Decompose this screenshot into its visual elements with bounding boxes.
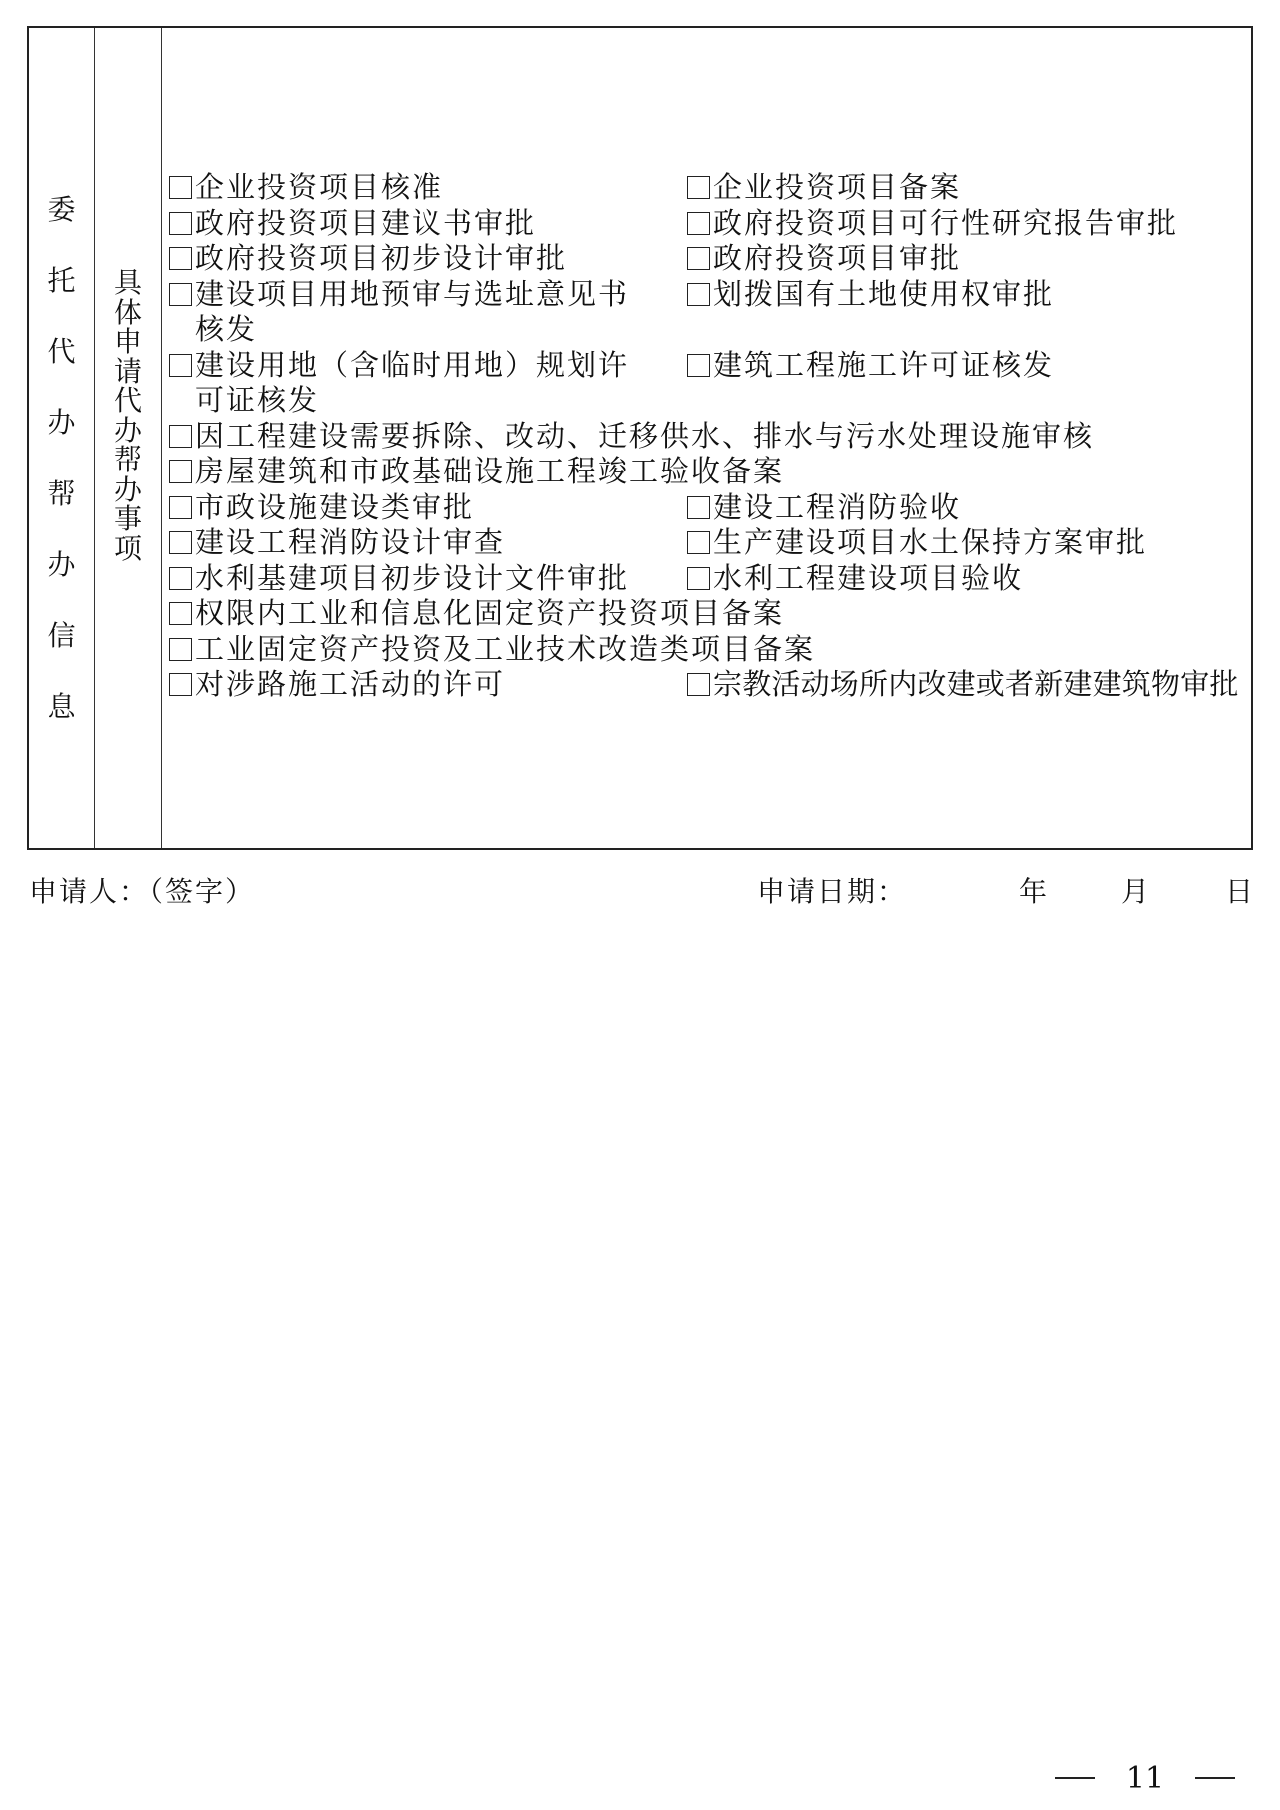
item-label: 工业固定资产投资及工业技术改造类项目备案 xyxy=(195,631,816,666)
item-label: 水利工程建设项目验收 xyxy=(713,560,1024,595)
checkbox[interactable] xyxy=(169,673,192,696)
item-road-construction-permit xyxy=(169,667,687,703)
subject-label-char: 具 xyxy=(113,266,142,299)
checkbox[interactable] xyxy=(169,531,192,554)
column-divider xyxy=(94,28,95,848)
category-label-char: 代 xyxy=(47,335,76,368)
item-label: 建设用地（含临时用地）规划许可证核发 xyxy=(195,347,630,417)
page-number xyxy=(1055,1758,1235,1798)
day-label: 日 xyxy=(1225,875,1256,908)
checkbox[interactable] xyxy=(687,354,710,377)
checkbox[interactable] xyxy=(169,460,192,483)
page-number-value: 11 xyxy=(1125,1760,1165,1796)
item-label: 企业投资项目核准 xyxy=(195,170,444,204)
item-label: 政府投资项目可行性研究报告审批 xyxy=(713,205,1179,240)
checkbox[interactable] xyxy=(687,247,710,270)
checkbox[interactable] xyxy=(169,638,192,661)
item-land-allocation-approval xyxy=(687,277,1249,313)
category-label-char: 息 xyxy=(47,690,76,723)
subject-label-char: 代 xyxy=(113,384,142,417)
item-label: 划拨国有土地使用权审批 xyxy=(713,276,1055,311)
month-label: 月 xyxy=(1121,875,1152,908)
item-enterprise-approval xyxy=(169,170,687,206)
subject-label-char: 项 xyxy=(113,531,142,565)
item-label: 建筑工程施工许可证核发 xyxy=(713,347,1055,382)
item-label: 政府投资项目建议书审批 xyxy=(195,205,537,240)
item-label: 市政设施建设类审批 xyxy=(195,489,475,524)
checkbox[interactable] xyxy=(169,212,192,235)
subject-label-char: 请 xyxy=(113,354,142,388)
item-label: 政府投资项目初步设计审批 xyxy=(195,241,568,275)
item-municipal-facility-approval xyxy=(169,490,687,526)
page-number-dash xyxy=(1195,1777,1235,1779)
item-construction-permit xyxy=(687,348,1249,384)
category-label xyxy=(29,174,94,742)
item-label: 因工程建设需要拆除、改动、迁移供水、排水与污水处理设施审核 xyxy=(195,418,1095,453)
item-feasibility-approval xyxy=(687,206,1249,242)
item-label: 对涉路施工活动的许可 xyxy=(195,667,506,701)
item-government-project-approval xyxy=(687,241,1249,277)
subject-label-char: 办 xyxy=(113,472,142,506)
checkbox[interactable] xyxy=(169,176,192,199)
category-label-char: 帮 xyxy=(47,477,76,510)
items-row xyxy=(169,454,1249,490)
item-label: 水利基建项目初步设计文件审批 xyxy=(195,560,630,595)
checkbox[interactable] xyxy=(687,496,710,519)
items-row xyxy=(169,170,1249,206)
item-preliminary-design-approval xyxy=(169,241,687,277)
category-label-char: 信 xyxy=(47,619,76,652)
item-label: 宗教活动场所内改建或者新建建筑物审批 xyxy=(713,667,1239,701)
item-water-facility-review xyxy=(169,419,1249,455)
category-label-char: 办 xyxy=(47,406,76,439)
item-fire-design-review xyxy=(169,525,687,561)
items-row xyxy=(169,525,1249,561)
checkbox[interactable] xyxy=(169,567,192,590)
delegation-info-table xyxy=(27,26,1253,850)
item-label: 建设项目用地预审与选址意见书核发 xyxy=(195,276,630,346)
items-row xyxy=(169,348,1249,419)
item-label: 权限内工业和信息化固定资产投资项目备案 xyxy=(195,596,785,630)
subject-label-char: 事 xyxy=(113,502,142,535)
column-divider xyxy=(161,28,162,848)
checkbox[interactable] xyxy=(687,531,710,554)
subject-label xyxy=(96,268,160,563)
checkbox[interactable] xyxy=(169,283,192,306)
item-religious-building-approval xyxy=(687,667,1249,703)
items-row xyxy=(169,206,1249,242)
item-enterprise-filing xyxy=(687,170,1249,206)
signature-row xyxy=(27,870,1256,910)
category-label-char: 托 xyxy=(47,264,76,297)
checkbox[interactable] xyxy=(169,496,192,519)
checkbox[interactable] xyxy=(687,176,710,199)
item-water-design-approval xyxy=(169,561,687,597)
application-date-label: 申请日期： xyxy=(757,875,908,908)
checkbox[interactable] xyxy=(169,247,192,270)
checkbox[interactable] xyxy=(687,212,710,235)
item-completion-acceptance-filing xyxy=(169,454,1249,490)
item-land-preexamination xyxy=(169,277,687,348)
subject-label-char: 体 xyxy=(113,295,142,329)
subject-label-char: 申 xyxy=(113,325,142,358)
item-water-project-acceptance xyxy=(687,561,1249,597)
items-row xyxy=(169,632,1249,668)
checkbox[interactable] xyxy=(169,602,192,625)
item-label: 政府投资项目审批 xyxy=(713,241,962,275)
item-label: 建设工程消防设计审查 xyxy=(195,525,506,559)
item-label: 企业投资项目备案 xyxy=(713,170,962,204)
subject-label-char: 帮 xyxy=(113,443,142,476)
applicant-signature-label: 申请人：（签字） xyxy=(29,875,256,908)
item-land-planning-permit xyxy=(169,348,687,419)
item-soil-conservation-approval xyxy=(687,525,1249,561)
page-number-dash xyxy=(1055,1777,1095,1779)
checkbox[interactable] xyxy=(169,354,192,377)
item-industrial-investment-filing xyxy=(169,596,1249,632)
checkbox[interactable] xyxy=(687,283,710,306)
item-fire-acceptance xyxy=(687,490,1249,526)
category-label-char: 委 xyxy=(47,193,76,226)
year-label: 年 xyxy=(1019,875,1050,908)
item-label: 建设工程消防验收 xyxy=(713,489,962,524)
subject-label-char: 办 xyxy=(113,413,142,447)
items-row xyxy=(169,561,1249,597)
item-proposal-approval xyxy=(169,206,687,242)
category-label-char: 办 xyxy=(47,548,76,581)
items-row xyxy=(169,419,1249,455)
items-row xyxy=(169,596,1249,632)
items-row xyxy=(169,277,1249,348)
item-label: 生产建设项目水土保持方案审批 xyxy=(713,525,1148,559)
items-row xyxy=(169,667,1249,703)
checkbox[interactable] xyxy=(687,567,710,590)
item-technical-renovation-filing xyxy=(169,632,1249,668)
checkbox[interactable] xyxy=(169,425,192,448)
items-row xyxy=(169,241,1249,277)
items-row xyxy=(169,490,1249,526)
item-label: 房屋建筑和市政基础设施工程竣工验收备案 xyxy=(195,454,785,488)
application-items-list xyxy=(169,170,1249,703)
checkbox[interactable] xyxy=(687,673,710,696)
